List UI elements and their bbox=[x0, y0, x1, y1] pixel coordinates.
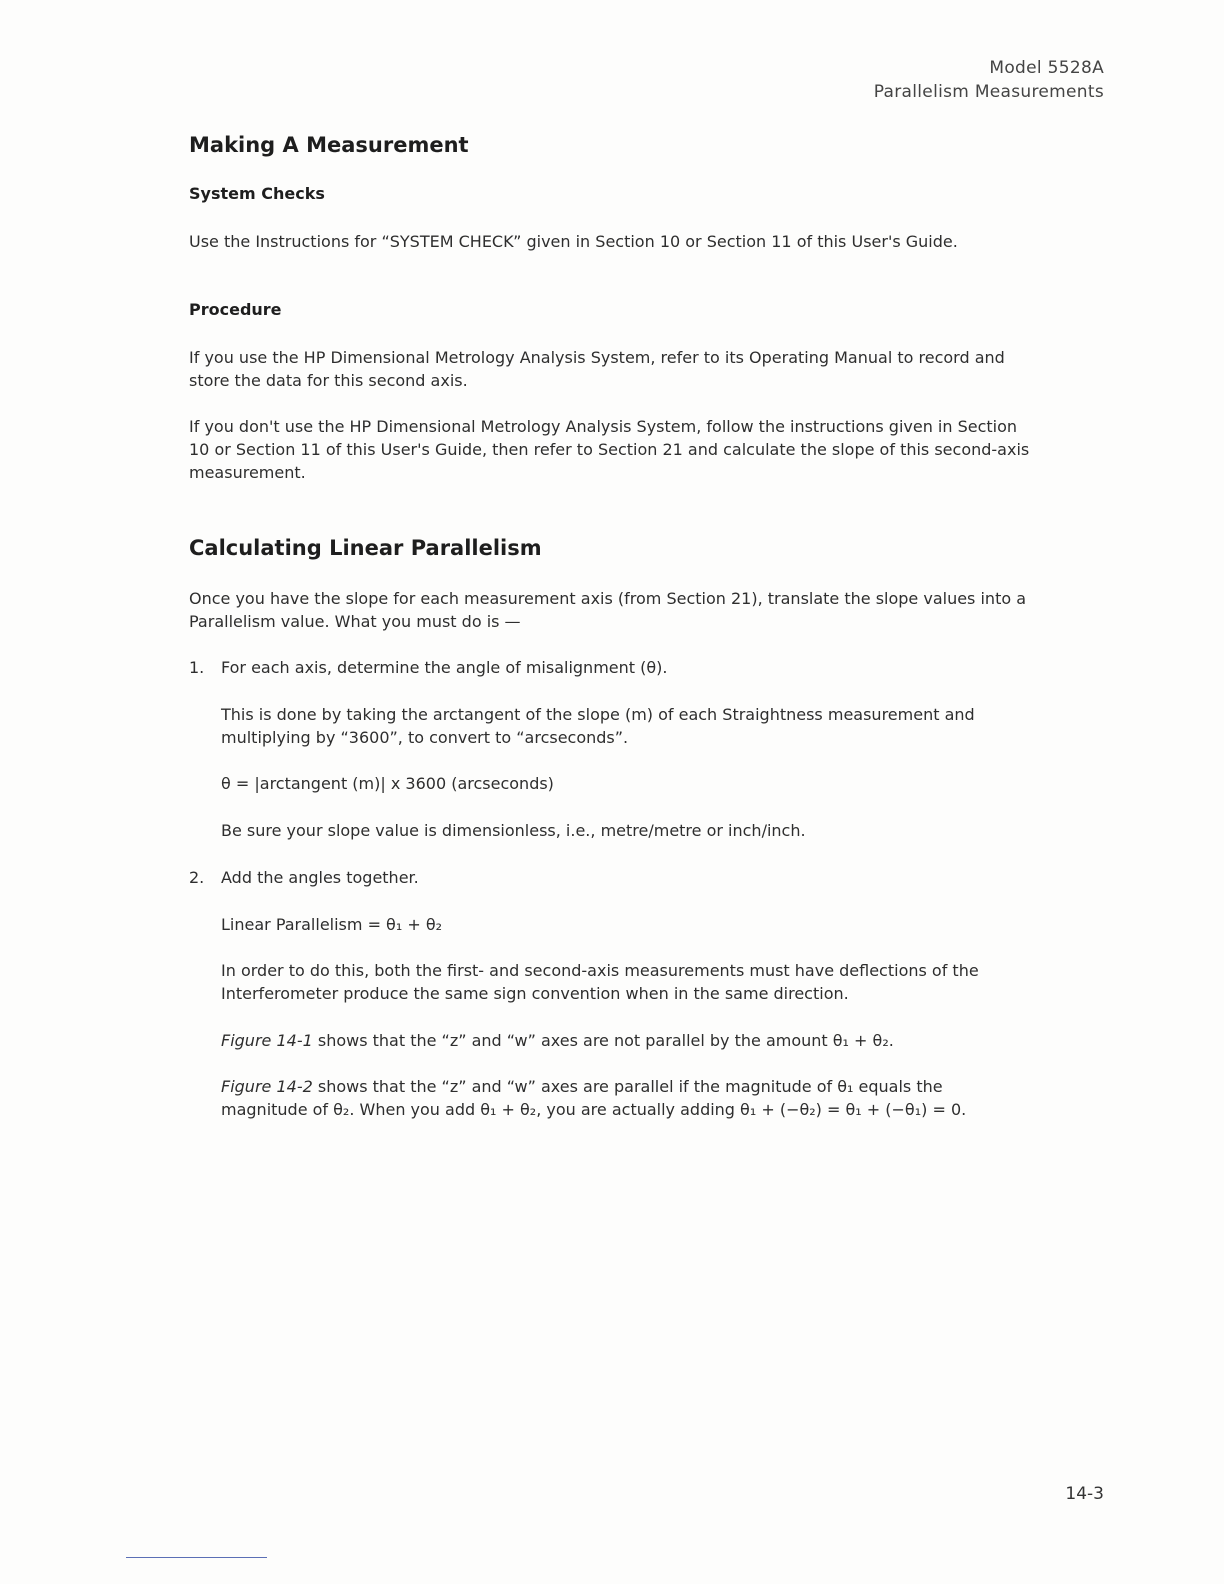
step-2-detail: In order to do this, both the first- and second-axis measurements must have deflections of the Interferometer produce the same sign convention when in the same direction. bbox=[221, 961, 979, 1003]
figure-2-text: shows that the “z” and “w” axes are parallel if the magnitude of θ₁ equals the magnitude of θ₂. When you add θ₁ + θ₂, you are actually adding θ₁ + (−θ₂) = θ₁ + (−θ₁) = 0. bbox=[221, 1077, 967, 1119]
figure-2-paragraph bbox=[221, 1075, 1034, 1121]
footer-rule bbox=[126, 1557, 267, 1558]
header-section: Parallelism Measurements bbox=[873, 82, 1104, 102]
step-1-number: 1. bbox=[189, 658, 205, 677]
figure-1-reference: Figure 14-1 bbox=[221, 1031, 313, 1050]
calculating-parallelism-title: Calculating Linear Parallelism bbox=[189, 536, 542, 560]
making-measurement-title: Making A Measurement bbox=[189, 133, 469, 157]
page-number: 14-3 bbox=[1065, 1484, 1104, 1504]
calculating-intro: Once you have the slope for each measurement axis (from Section 21), translate the slope values into a Parallelism value. What you must do is — bbox=[189, 589, 1027, 631]
step-1-text: For each axis, determine the angle of misalignment (θ). bbox=[221, 658, 668, 677]
figure-1-paragraph bbox=[221, 1029, 1034, 1052]
step-1-formula: θ = |arctangent (m)| x 3600 (arcseconds) bbox=[221, 774, 554, 793]
step-2-text: Add the angles together. bbox=[221, 868, 419, 887]
step-2-formula: Linear Parallelism = θ₁ + θ₂ bbox=[221, 915, 443, 934]
step-1-note: Be sure your slope value is dimensionless, i.e., metre/metre or inch/inch. bbox=[221, 821, 806, 840]
header-model: Model 5528A bbox=[989, 58, 1104, 78]
figure-1-text: shows that the “z” and “w” axes are not parallel by the amount θ₁ + θ₂. bbox=[312, 1031, 894, 1050]
procedure-heading: Procedure bbox=[189, 300, 282, 319]
running-header bbox=[874, 56, 1104, 104]
system-checks-text: Use the Instructions for “SYSTEM CHECK” given in Section 10 or Section 11 of this User's Guide. bbox=[189, 232, 958, 251]
system-checks-heading: System Checks bbox=[189, 184, 325, 203]
step-2-number: 2. bbox=[189, 868, 205, 887]
procedure-paragraph-2: If you don't use the HP Dimensional Metrology Analysis System, follow the instructions given in Section 10 or Section 11 of this User's Guide, then refer to Section 21 and calculate the slope of this second-axis measurement. bbox=[189, 417, 1030, 482]
step-1-detail: This is done by taking the arctangent of the slope (m) of each Straightness measurement and multiplying by “3600”, to convert to “arcseconds”. bbox=[221, 705, 975, 747]
figure-2-reference: Figure 14-2 bbox=[221, 1077, 313, 1096]
procedure-paragraph-1: If you use the HP Dimensional Metrology Analysis System, refer to its Operating Manual to record and store the data for this second axis. bbox=[189, 348, 1005, 390]
